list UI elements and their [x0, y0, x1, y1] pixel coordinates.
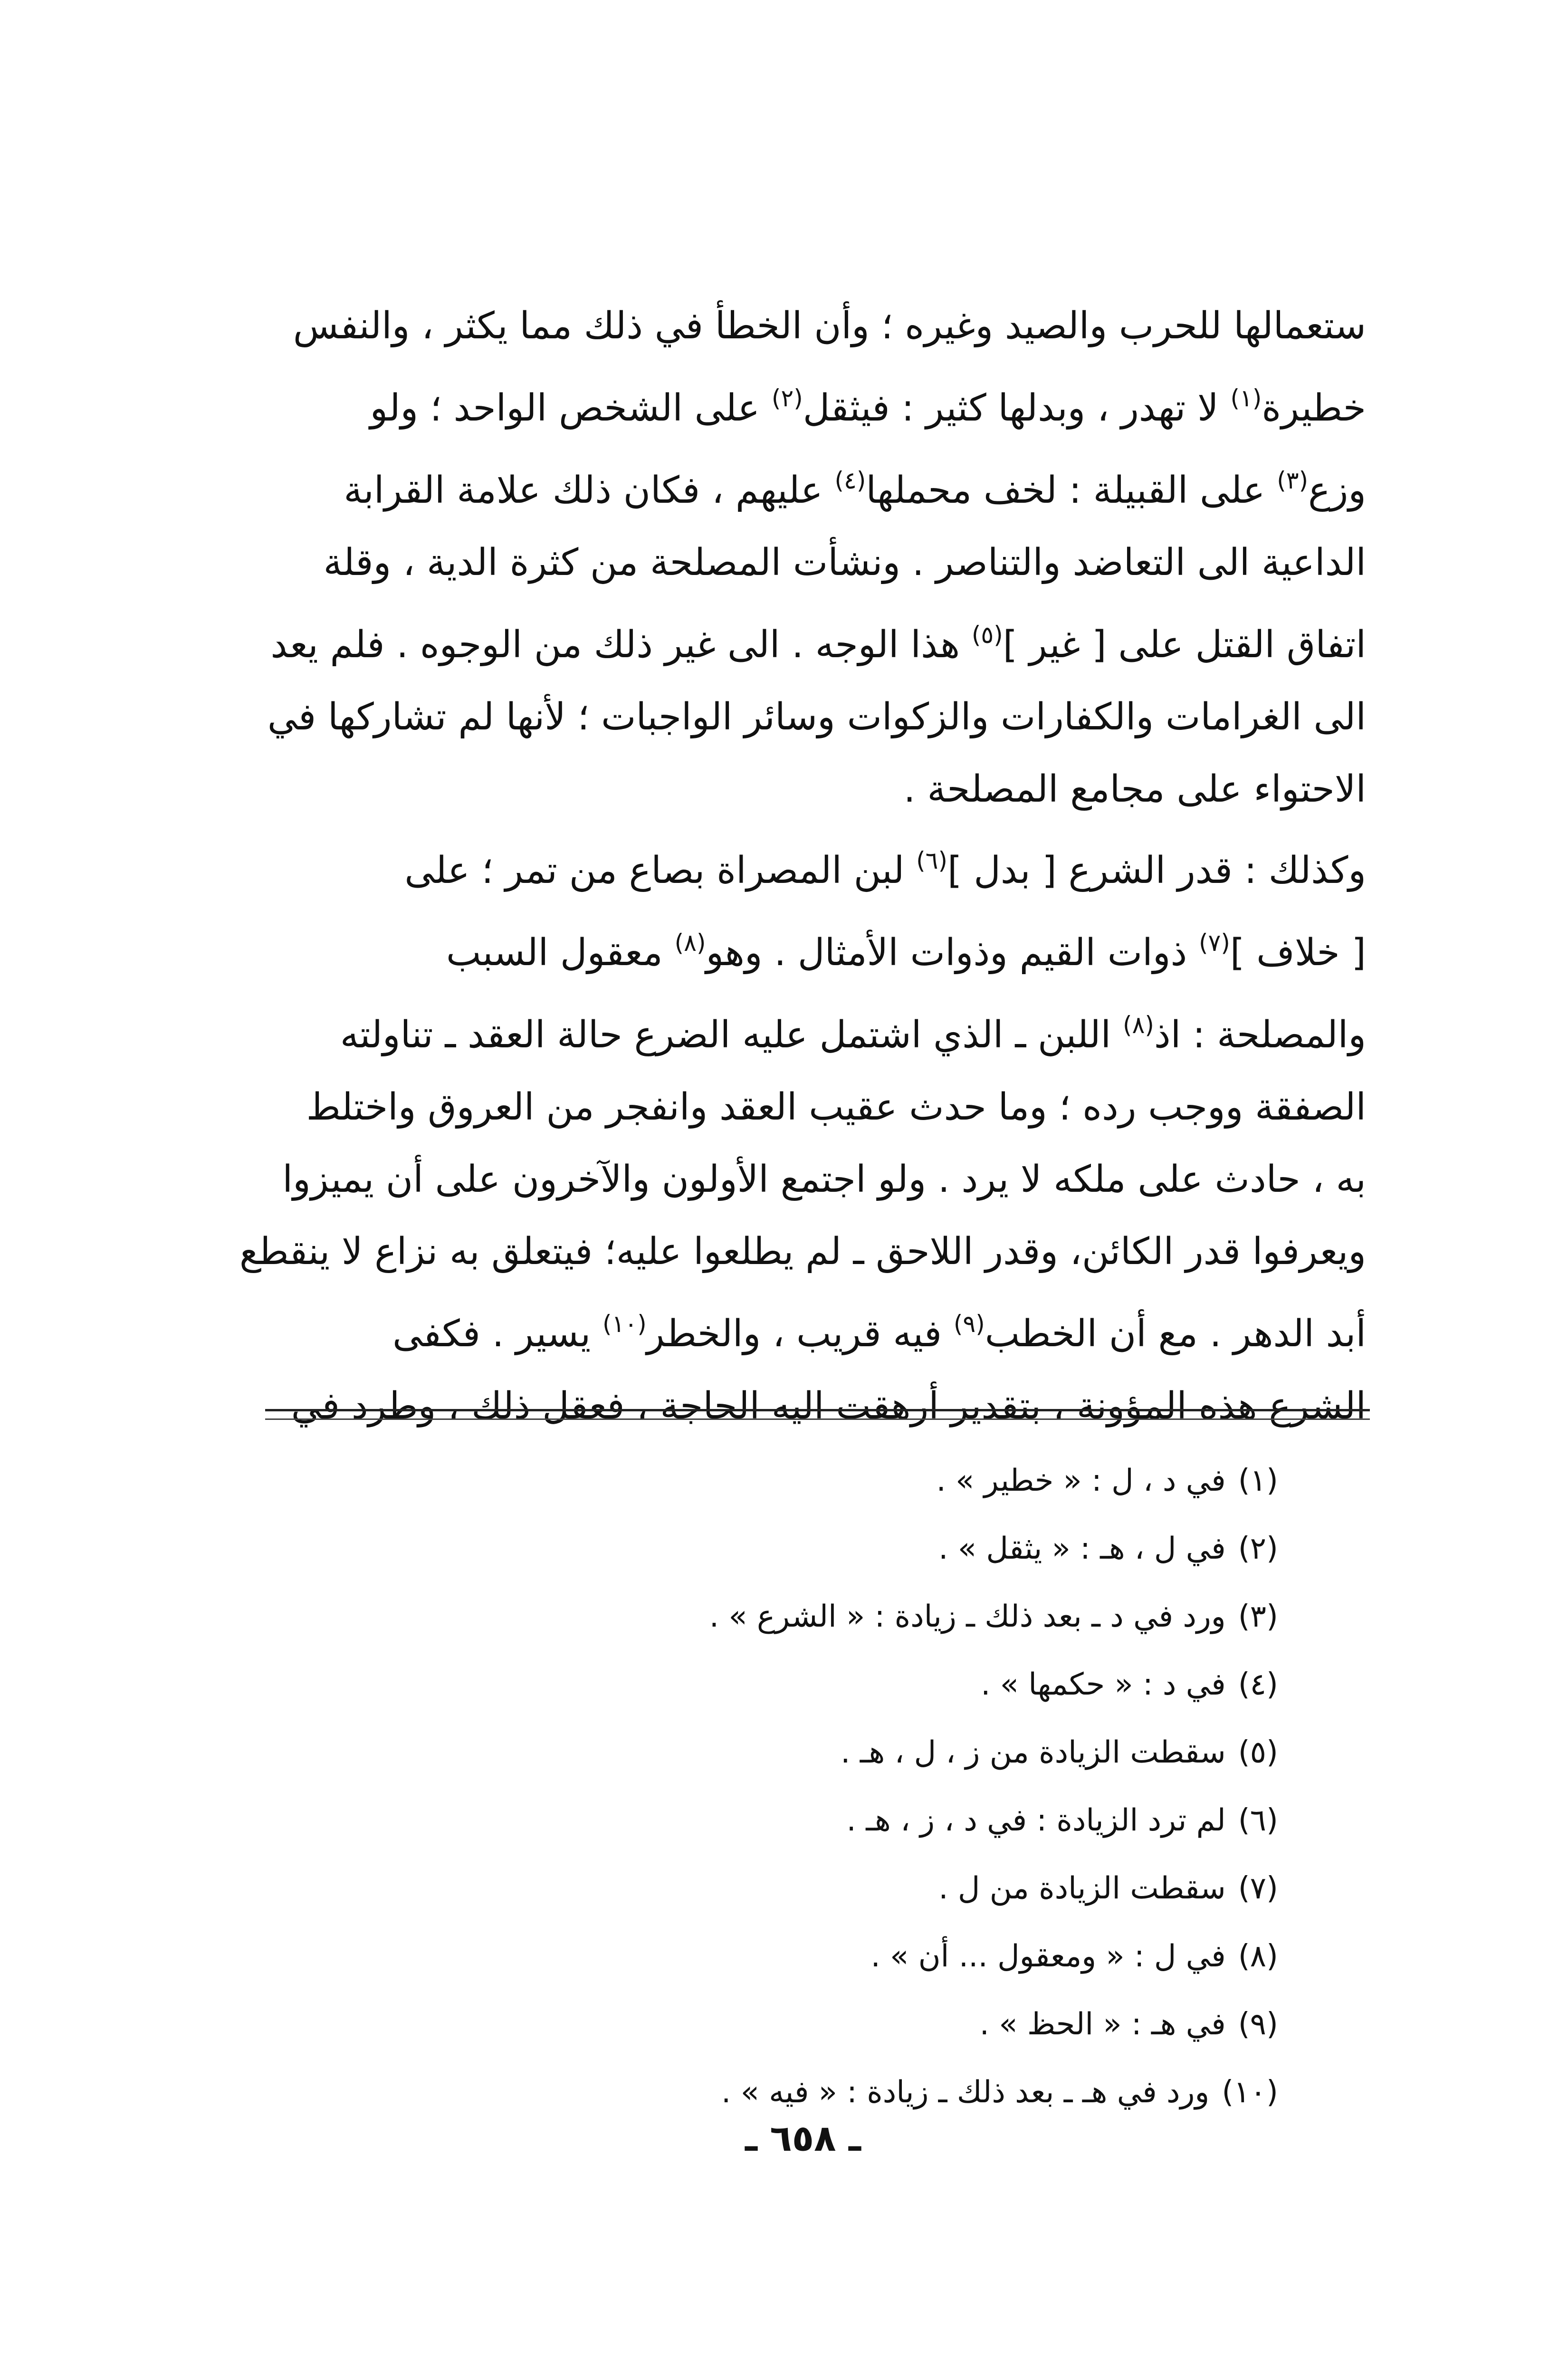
text-run: ستعمالها للحرب والصيد وغيره ؛ وأن الخطأ في ذلك مما يكثر ، والنفس — [293, 305, 1366, 347]
footnote-separator — [265, 1409, 1370, 1411]
text-run: والمصلحة : اذ — [1154, 1014, 1366, 1056]
footnote-text: سقطت الزيادة من ز ، ل ، هـ . — [841, 1735, 1226, 1770]
text-line — [264, 1071, 1366, 1143]
footnote-text: ورد في د ـ بعد ذلك ـ زيادة : « الشرع » . — [709, 1599, 1226, 1634]
footnotes-list — [475, 1447, 1278, 2127]
footnote-text: في د ، ل : « خطير » . — [936, 1463, 1226, 1498]
text-run: هذا الوجه . الى غير ذلك من الوجوه . فلم يعد — [270, 623, 972, 666]
footnote-marker: (٦) — [916, 847, 948, 874]
text-run: الصفقة ووجب رده ؛ وما حدث عقيب العقد وانفجر من العروق واختلط — [306, 1086, 1366, 1129]
text-line — [264, 527, 1366, 599]
text-run: الى الغرامات والكفارات والزكوات وسائر الواجبات ؛ لأنها لم تشاركها في — [267, 696, 1366, 738]
main-paragraph-2 — [239, 824, 1366, 1442]
footnote-item — [475, 1787, 1278, 1855]
text-run: ذوات القيم وذوات الأمثال . وهو — [706, 931, 1199, 974]
text-run: وزع — [1308, 469, 1366, 512]
footnote-item — [475, 2059, 1278, 2127]
text-run: على القبيلة : لخف محملها — [866, 469, 1277, 512]
text-line — [264, 599, 1366, 681]
footnote-number: (٩) — [1238, 2007, 1278, 2042]
text-line — [264, 444, 1366, 527]
footnote-text: سقطت الزيادة من ل . — [938, 1871, 1226, 1906]
text-line — [264, 1288, 1366, 1370]
footnote-item — [475, 1991, 1278, 2059]
text-line — [264, 989, 1366, 1071]
main-paragraph-1 — [264, 290, 1366, 825]
text-run: به ، حادث على ملكه لا يرد . ولو اجتمع الأولون والآخرون على أن يميزوا — [282, 1158, 1366, 1201]
footnote-text: في د : « حكمها » . — [981, 1667, 1226, 1702]
footnote-marker: (٥) — [971, 621, 1003, 649]
footnote-item — [475, 1583, 1278, 1651]
footnote-number: (٥) — [1238, 1735, 1278, 1770]
footnote-marker: (٩) — [953, 1310, 985, 1338]
text-line — [264, 362, 1366, 444]
text-run: يسير . فكفى — [392, 1313, 603, 1355]
text-run: خطيرة — [1262, 387, 1366, 430]
text-line — [264, 753, 1366, 825]
footnote-item — [475, 1515, 1278, 1583]
text-line — [239, 1216, 1366, 1288]
text-run: على الشخص الواحد ؛ ولو — [370, 387, 772, 430]
footnote-item — [475, 1923, 1278, 1991]
footnote-number: (٨) — [1238, 1939, 1278, 1974]
text-run: الاحتواء على مجامع المصلحة . — [903, 768, 1366, 811]
footnote-number: (١) — [1238, 1463, 1278, 1498]
text-line — [264, 907, 1366, 989]
footnote-marker: (٨) — [674, 929, 706, 957]
footnote-marker: (٣) — [1277, 467, 1309, 494]
text-run: الشرع هذه المؤونة ، بتقدير أرهقت اليه الحاجة ، فعقل ذلك ، وطرد في — [291, 1385, 1366, 1428]
footnote-number: (٤) — [1238, 1667, 1278, 1702]
footnote-number: (٧) — [1238, 1871, 1278, 1906]
footnote-item — [475, 1719, 1278, 1787]
text-line — [264, 681, 1366, 753]
page-number: ـ ٦٥٨ ـ — [745, 2117, 861, 2159]
footnote-number: (١٠) — [1222, 2075, 1278, 2110]
text-run: اللبن ـ الذي اشتمل عليه الضرع حالة العقد ـ تناولته — [340, 1014, 1123, 1056]
text-line — [264, 290, 1366, 362]
text-run: لا تهدر ، وبدلها كثير : فيثقل — [803, 387, 1231, 430]
footnote-text: في هـ : « الحظ » . — [979, 2007, 1226, 2042]
text-run: [ خلاف ] — [1230, 931, 1366, 974]
text-run: ويعرفوا قدر الكائن، وقدر اللاحق ـ لم يطلعوا عليه؛ فيتعلق به نزاع لا ينقطع — [239, 1230, 1366, 1273]
footnote-text: في ل : « ومعقول ... أن » . — [870, 1939, 1226, 1974]
footnote-text: لم ترد الزيادة : في د ، ز ، هـ . — [846, 1803, 1226, 1838]
footnote-item — [475, 1447, 1278, 1515]
text-line — [264, 1143, 1366, 1216]
text-run: معقول السبب — [446, 931, 675, 974]
text-run: فيه قريب ، والخطر — [646, 1313, 954, 1355]
text-line — [264, 1370, 1366, 1442]
footnote-number: (٦) — [1238, 1803, 1278, 1838]
footnote-number: (٢) — [1238, 1531, 1278, 1566]
footnote-text: في ل ، هـ : « يثقل » . — [938, 1531, 1226, 1566]
footnote-separator-thin — [265, 1418, 1370, 1420]
text-run: عليهم ، فكان ذلك علامة القرابة — [344, 469, 835, 512]
text-run: لبن المصراة بصاع من تمر ؛ على — [404, 849, 917, 892]
footnote-text: ورد في هـ ـ بعد ذلك ـ زيادة : « فيه » . — [721, 2075, 1210, 2110]
text-run: أبد الدهر . مع أن الخطب — [985, 1313, 1366, 1355]
footnote-marker: (١٠) — [602, 1310, 647, 1338]
footnote-marker: (٨) — [1123, 1011, 1154, 1039]
footnote-item — [475, 1651, 1278, 1719]
text-run: الداعية الى التعاضد والتناصر . ونشأت المصلحة من كثرة الدية ، وقلة — [323, 541, 1366, 584]
footnote-number: (٣) — [1238, 1599, 1278, 1634]
text-run: اتفاق القتل على [ غير ] — [1003, 623, 1366, 666]
footnote-marker: (٤) — [834, 467, 866, 494]
text-line — [264, 824, 1366, 907]
footnote-marker: (٧) — [1199, 929, 1230, 957]
footnote-item — [475, 1855, 1278, 1923]
footnote-marker: (٢) — [771, 384, 803, 412]
footnote-marker: (١) — [1230, 384, 1262, 412]
text-run: وكذلك : قدر الشرع [ بدل ] — [947, 849, 1366, 892]
